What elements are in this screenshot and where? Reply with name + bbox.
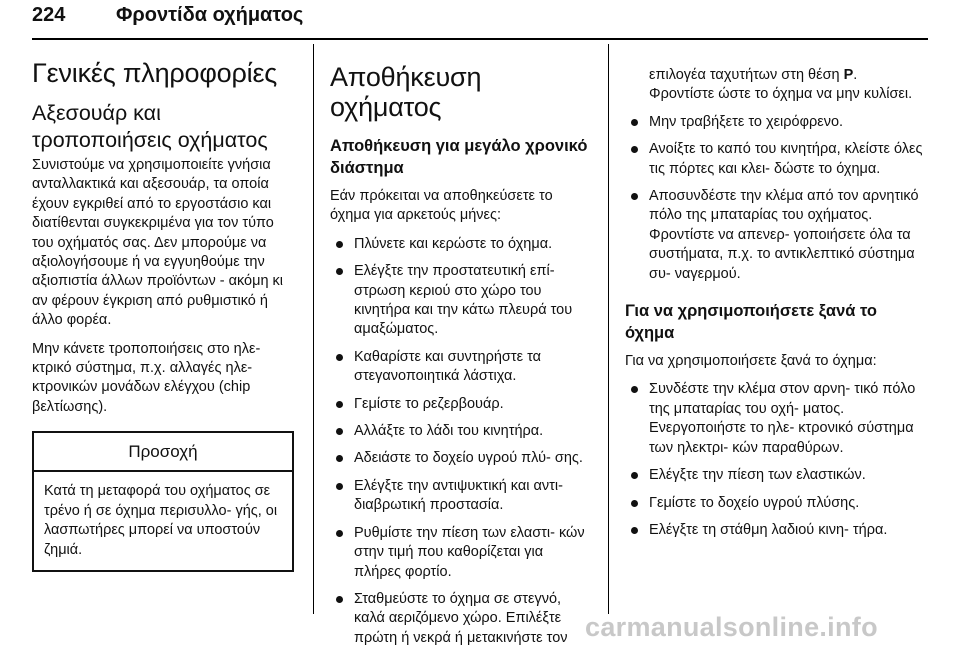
bullet-icon xyxy=(631,146,638,153)
section-title: Αποθήκευση οχήματος xyxy=(330,62,482,122)
bullet-icon xyxy=(336,455,343,462)
subsection-heading: Για να χρησιμοποιήσετε ξανά το όχημα xyxy=(625,302,877,343)
list-item xyxy=(330,590,592,648)
paragraph: Μην κάνετε τροποποιήσεις στο ηλε- κτρικό σύστημα, π.χ. αλλαγές ηλε- κτρονικών μονάδων ελέγχου (chip βελτίωσης). xyxy=(32,340,261,415)
bullet-icon xyxy=(631,527,638,534)
bullet-list xyxy=(330,235,592,648)
bullet-list xyxy=(625,113,925,284)
list-item xyxy=(625,521,925,540)
list-item xyxy=(330,477,592,516)
list-item xyxy=(330,449,592,468)
bullet-icon xyxy=(631,386,638,393)
list-item-text: Αλλάξτε το λάδι του κινητήρα. xyxy=(354,423,544,440)
caution-title: Προσοχή xyxy=(34,433,292,472)
page-number: 224 xyxy=(32,4,66,26)
column-2 xyxy=(330,44,592,656)
bullet-icon xyxy=(336,596,343,603)
paragraph: Εάν πρόκειται να αποθηκεύσετε το όχημα για αρκετούς μήνες: xyxy=(330,188,553,224)
bullet-icon xyxy=(336,354,343,361)
section-heading-line: τροποποιήσεις οχήματος xyxy=(32,128,268,152)
continued-paragraph xyxy=(625,66,925,105)
list-item-text: Αποσυνδέστε την κλέμα από τον αρνητικό πόλο της μπαταρίας του οχήματος. Φροντίστε να απενερ- γοποιήσετε όλα τα συστήματα, π.χ. το αντικλεπτικό σύστημα συ- ναγερμού. xyxy=(649,188,919,282)
subsection-heading: Αποθήκευση για μεγάλο χρονικό διάστημα xyxy=(330,137,588,177)
bullet-icon xyxy=(336,401,343,408)
bullet-icon xyxy=(631,500,638,507)
list-item-text: Αδειάστε το δοχείο υγρού πλύ- σης. xyxy=(354,450,583,467)
list-item-text: Ελέγξτε την πίεση των ελαστικών. xyxy=(649,467,866,484)
text-run: επιλογέα ταχυτήτων στη θέση xyxy=(649,67,844,83)
paragraph: Συνιστούμε να χρησιμοποιείτε γνήσια ανταλλακτικά και αξεσουάρ, τα οποία έχουν εγκριθεί από το εργοστάσιο και διατίθενται συγκεκριμένα για τον τύπο του οχήματός σας. Δεν μπορούμε να αξιολογήσουμε ή να εγγυηθούμε την αξιοπιστία άλλων προϊόντων - ακόμη κι αν φέρουν έγκριση από ρυθμιστικό ή άλλο φορέα. xyxy=(32,157,284,329)
text-run: . Φροντίστε ώστε το όχημα να μην κυλίσει. xyxy=(649,67,913,103)
list-item xyxy=(330,422,592,441)
list-item xyxy=(625,466,925,485)
list-item xyxy=(330,262,592,340)
list-item xyxy=(330,235,592,254)
bullet-icon xyxy=(631,193,638,200)
caution-text: Κατά τη μεταφορά του οχήματος σε τρένο ή σε όχημα περισυλλο- γής, οι λασπωτήρες μπορεί να υποστούν ζημιά. xyxy=(44,483,278,558)
list-item xyxy=(330,395,592,414)
bullet-icon xyxy=(336,241,343,248)
list-item xyxy=(625,140,925,179)
bullet-icon xyxy=(336,268,343,275)
caution-box xyxy=(32,431,294,572)
column-divider xyxy=(608,44,609,614)
list-item-text: Ελέγξτε την αντιψυκτική και αντι- διαβρωτική προστασία. xyxy=(354,477,563,514)
list-item-text: Σταθμεύστε το όχημα σε στεγνό, καλά αεριζόμενο χώρο. Επιλέξτε πρώτη ή νεκρά ή μετακινήστε τον xyxy=(354,590,568,646)
bullet-icon xyxy=(336,483,343,490)
chapter-title: Γενικές πληροφορίες xyxy=(32,58,278,88)
list-item-text: Ρυθμίστε την πίεση των ελαστι- κών στην τιμή που καθορίζεται για πλήρες φορτίο. xyxy=(354,524,585,580)
list-item-text: Γεμίστε το ρεζερβουάρ. xyxy=(354,395,504,412)
bullet-icon xyxy=(631,119,638,126)
list-item xyxy=(330,524,592,582)
bullet-icon xyxy=(336,428,343,435)
list-item-text: Ελέγξτε τη στάθμη λαδιού κινη- τήρα. xyxy=(649,521,888,538)
list-item-text: Ανοίξτε το καπό του κινητήρα, κλείστε όλες τις πόρτες και κλει- δώστε το όχημα. xyxy=(649,141,923,177)
section-title: Φροντίδα οχήματος xyxy=(116,4,304,26)
list-item xyxy=(625,187,925,284)
list-item-text: Γεμίστε το δοχείο υγρού πλύσης. xyxy=(649,494,860,511)
watermark: carmanualsonline.info xyxy=(585,612,878,642)
column-3 xyxy=(625,44,925,548)
list-item-text: Καθαρίστε και συντηρήστε τα στεγανοποιητικά λάστιχα. xyxy=(354,348,541,385)
list-item-text: Ελέγξτε την προστατευτική επί- στρωση κεριού στο χώρο του κινητήρα και την κάτω πλευρά του αμαξώματος. xyxy=(354,263,573,338)
list-item xyxy=(625,380,925,458)
column-divider xyxy=(313,44,314,614)
list-item xyxy=(625,113,925,132)
header-rule xyxy=(32,38,928,40)
bullet-icon xyxy=(336,530,343,537)
paragraph: Για να χρησιμοποιήσετε ξανά το όχημα: xyxy=(625,353,877,370)
list-item xyxy=(625,494,925,513)
bullet-icon xyxy=(631,472,638,479)
list-item xyxy=(330,348,592,387)
section-heading xyxy=(32,100,297,154)
gear-position-label: P xyxy=(843,67,854,83)
list-item-text: Μην τραβήξετε το χειρόφρενο. xyxy=(649,113,844,130)
column-1 xyxy=(32,44,297,572)
section-heading-line: Αξεσουάρ και xyxy=(32,101,161,125)
list-item-text: Πλύνετε και κερώστε το όχημα. xyxy=(354,235,553,252)
list-item-text: Συνδέστε την κλέμα στον αρνη- τικό πόλο της μπαταρίας του οχή- ματος. Ενεργοποιήστε το ηλε- κτρονικό σύστημα των ηλεκτρι- κών παραθύρων. xyxy=(649,381,916,456)
bullet-list xyxy=(625,380,925,540)
